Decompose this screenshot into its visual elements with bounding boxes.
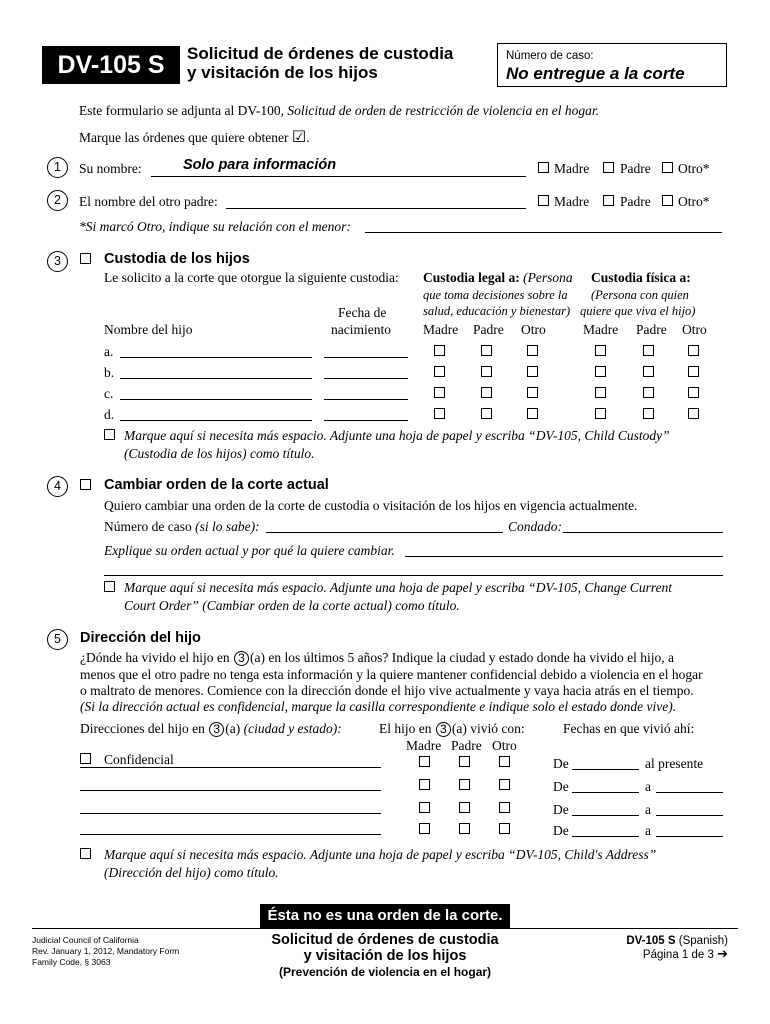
child-name-field[interactable] xyxy=(120,378,312,379)
address-field[interactable] xyxy=(80,834,381,835)
legal-otro-checkbox[interactable] xyxy=(527,366,538,377)
next-page-arrow-icon[interactable]: ➔ xyxy=(717,947,728,962)
row-letter: d. xyxy=(104,407,115,422)
custody-request-text: Le solicito a la corte que otorgue la siguiente custodia: xyxy=(104,270,399,285)
lived-madre-checkbox[interactable] xyxy=(419,802,430,813)
to-label: a xyxy=(645,823,651,838)
s1-otro-label: Otro* xyxy=(678,161,710,176)
checked-box-icon: ☑ xyxy=(291,127,307,146)
your-name-value: Solo para información xyxy=(183,157,337,173)
legal-padre-checkbox[interactable] xyxy=(481,387,492,398)
physical-padre-checkbox[interactable] xyxy=(643,345,654,356)
physical-custody-desc-1: (Persona con quien xyxy=(591,288,689,302)
lived-padre-checkbox[interactable] xyxy=(459,802,470,813)
s5-more-space-text: Marque aquí si necesita más espacio. Adjunte una hoja de papel y escriba “DV-105, Child's Address” (Dirección del hijo) como título. xyxy=(104,847,657,880)
physical-madre-checkbox[interactable] xyxy=(595,345,606,356)
section-ref-3: 3 xyxy=(234,651,249,666)
legal-padre-checkbox[interactable] xyxy=(481,408,492,419)
s1-madre-label: Madre xyxy=(554,161,590,176)
to-label: a xyxy=(645,802,651,817)
s4-case-field[interactable] xyxy=(266,532,503,533)
from-label: De xyxy=(553,823,569,838)
legal-custody-desc-2: salud, educación y bienestar) xyxy=(423,304,571,318)
birthdate-header-2: nacimiento xyxy=(331,322,391,337)
lived-with-header: El hijo en 3 (a) vivió con: xyxy=(379,721,525,736)
physical-madre-checkbox[interactable] xyxy=(595,366,606,377)
row-letter: a. xyxy=(104,344,114,359)
case-number-box[interactable] xyxy=(497,43,727,87)
legal-otro-checkbox[interactable] xyxy=(527,345,538,356)
legal-otro-header: Otro xyxy=(521,322,546,337)
physical-otro-header: Otro xyxy=(682,322,707,337)
s1-padre-checkbox[interactable] xyxy=(603,162,614,173)
to-label: a xyxy=(645,779,651,794)
child-name-field[interactable] xyxy=(120,420,312,421)
from-date-field[interactable] xyxy=(572,836,639,837)
s4-case-label: Número de caso (si lo sabe): xyxy=(104,519,260,534)
from-label: De xyxy=(553,756,569,771)
other-parent-field[interactable] xyxy=(226,208,526,209)
section-number-5: 5 xyxy=(47,629,68,650)
section-number-3: 3 xyxy=(47,251,68,272)
address-para-1: ¿Dónde ha vivido el hijo en 3 (a) en los últimos 5 años? Indique la ciudad y estado donde ha vivido el hijo, a xyxy=(80,650,674,665)
legal-padre-header: Padre xyxy=(473,322,504,337)
address-field[interactable] xyxy=(80,813,381,814)
physical-custody-desc-2: quiere que viva el hijo) xyxy=(580,304,696,318)
s1-otro-checkbox[interactable] xyxy=(662,162,673,173)
footer-divider xyxy=(32,928,738,929)
case-number-label: Número de caso: xyxy=(506,50,594,62)
legal-madre-checkbox[interactable] xyxy=(434,387,445,398)
footer-page-info: DV-105 S (Spanish) Página 1 de 3 ➔ xyxy=(626,935,728,962)
birthdate-field[interactable] xyxy=(324,420,408,421)
from-date-field[interactable] xyxy=(572,769,639,770)
form-title: Solicitud de órdenes de custodia y visitación de los hijos xyxy=(187,44,454,82)
s5-otro-header: Otro xyxy=(492,738,517,753)
lived-otro-checkbox[interactable] xyxy=(499,779,510,790)
physical-padre-checkbox[interactable] xyxy=(643,387,654,398)
physical-otro-checkbox[interactable] xyxy=(688,366,699,377)
footer-source: Judicial Council of California Rev. January 1, 2012, Mandatory Form Family Code, § 3063 xyxy=(32,935,180,967)
s2-madre-checkbox[interactable] xyxy=(538,195,549,206)
s5-madre-header: Madre xyxy=(406,738,442,753)
relationship-note: *Si marcó Otro, indique su relación con el menor: xyxy=(79,219,351,234)
confidential-checkbox[interactable] xyxy=(80,753,91,764)
s5-more-space-checkbox[interactable] xyxy=(80,848,91,859)
birthdate-field[interactable] xyxy=(324,357,408,358)
your-name-label: Su nombre: xyxy=(79,161,142,176)
explain-label: Explique su orden actual y por qué la quiere cambiar. xyxy=(104,543,395,558)
change-order-text: Quiero cambiar una orden de la corte de custodia o visitación de los hijos en vigencia actualmente. xyxy=(104,498,638,513)
legal-madre-header: Madre xyxy=(423,322,459,337)
form-code-badge: DV-105 S xyxy=(42,46,180,84)
legal-madre-checkbox[interactable] xyxy=(434,408,445,419)
birthdate-header-1: Fecha de xyxy=(338,305,387,320)
s4-checkbox[interactable] xyxy=(80,479,91,490)
change-order-section-title: Cambiar orden de la corte actual xyxy=(104,477,329,493)
to-date-field[interactable] xyxy=(656,792,723,793)
other-parent-label: El nombre del otro padre: xyxy=(79,194,218,209)
from-date-field[interactable] xyxy=(572,792,639,793)
legal-custody-heading: Custodia legal a: (Persona xyxy=(423,270,573,285)
addresses-header: Direcciones del hijo en 3 (a) (ciudad y estado): xyxy=(80,721,342,736)
legal-madre-checkbox[interactable] xyxy=(434,345,445,356)
s2-otro-checkbox[interactable] xyxy=(662,195,673,206)
address-field[interactable] xyxy=(80,790,381,791)
s3-more-space-text: Marque aquí si necesita más espacio. Adjunte una hoja de papel y escriba “DV-105, Child Custody” (Custodia de los hijos) como título. xyxy=(124,428,670,461)
s2-madre-label: Madre xyxy=(554,194,590,209)
s1-madre-checkbox[interactable] xyxy=(538,162,549,173)
lived-padre-checkbox[interactable] xyxy=(459,779,470,790)
s1-padre-label: Padre xyxy=(620,161,651,176)
legal-otro-checkbox[interactable] xyxy=(527,408,538,419)
explain-field-1[interactable] xyxy=(405,556,723,557)
s4-more-space-text: Marque aquí si necesita más espacio. Adjunte una hoja de papel y escriba “DV-105, Change Current Court Order” (Cambiar orden de la corte actual) como título. xyxy=(124,580,673,613)
s4-more-space-checkbox[interactable] xyxy=(104,581,115,592)
explain-field-2[interactable] xyxy=(104,575,723,576)
section-number-2: 2 xyxy=(47,190,68,211)
legal-padre-checkbox[interactable] xyxy=(481,366,492,377)
to-date-field[interactable] xyxy=(656,815,723,816)
intro-instruction: Marque las órdenes que quiere obtener ☑. xyxy=(79,127,310,146)
s5-padre-header: Padre xyxy=(451,738,482,753)
s3-more-space-checkbox[interactable] xyxy=(104,429,115,440)
physical-otro-checkbox[interactable] xyxy=(688,387,699,398)
physical-padre-checkbox[interactable] xyxy=(643,408,654,419)
address-para-4: (Si la dirección actual es confidencial, marque la casilla correspondiente e indique solo el estado donde vive). xyxy=(80,699,677,714)
from-label: De xyxy=(553,779,569,794)
birthdate-field[interactable] xyxy=(324,378,408,379)
physical-otro-checkbox[interactable] xyxy=(688,408,699,419)
child-name-field[interactable] xyxy=(120,357,312,358)
physical-madre-checkbox[interactable] xyxy=(595,387,606,398)
s2-otro-label: Otro* xyxy=(678,194,710,209)
lived-madre-checkbox[interactable] xyxy=(419,779,430,790)
section-number-4: 4 xyxy=(47,476,68,497)
lived-otro-checkbox[interactable] xyxy=(499,802,510,813)
row-letter: b. xyxy=(104,365,115,380)
address-para-3: o maltrato de menores. Comience con la dirección donde el hijo vive actualmente y vaya hacia atrás en el tiempo. xyxy=(80,683,694,698)
s2-padre-checkbox[interactable] xyxy=(603,195,614,206)
section-ref-3: 3 xyxy=(436,722,451,737)
lived-otro-checkbox[interactable] xyxy=(499,823,510,834)
physical-padre-header: Padre xyxy=(636,322,667,337)
physical-custody-heading: Custodia física a: xyxy=(591,270,691,285)
case-number-value: No entregue a la corte xyxy=(506,64,685,83)
physical-otro-checkbox[interactable] xyxy=(688,345,699,356)
from-label: De xyxy=(553,802,569,817)
child-name-field[interactable] xyxy=(120,399,312,400)
address-field[interactable] xyxy=(80,767,381,768)
intro-line: Este formulario se adjunta al DV-100, Solicitud de orden de restricción de violencia en el hogar. xyxy=(79,103,600,118)
legal-otro-checkbox[interactable] xyxy=(527,387,538,398)
to-present-label: al presente xyxy=(645,756,704,771)
lived-otro-checkbox[interactable] xyxy=(499,756,510,767)
county-field[interactable] xyxy=(563,532,723,533)
custody-section-title: Custodia de los hijos xyxy=(104,251,250,267)
s3-checkbox[interactable] xyxy=(80,253,91,264)
relationship-field[interactable] xyxy=(365,232,722,233)
physical-madre-checkbox[interactable] xyxy=(595,408,606,419)
physical-padre-checkbox[interactable] xyxy=(643,366,654,377)
birthdate-field[interactable] xyxy=(324,399,408,400)
child-name-header: Nombre del hijo xyxy=(104,322,193,337)
address-section-title: Dirección del hijo xyxy=(80,630,201,646)
lived-padre-checkbox[interactable] xyxy=(459,823,470,834)
from-date-field[interactable] xyxy=(572,815,639,816)
dates-header: Fechas en que vivió ahí: xyxy=(563,721,695,736)
lived-padre-checkbox[interactable] xyxy=(459,756,470,767)
your-name-field[interactable] xyxy=(151,176,526,177)
lived-madre-checkbox[interactable] xyxy=(419,823,430,834)
footer-title: Solicitud de órdenes de custodia y visitación de los hijos (Prevención de violencia en el hogar) xyxy=(271,932,499,979)
to-date-field[interactable] xyxy=(656,836,723,837)
physical-madre-header: Madre xyxy=(583,322,619,337)
lived-madre-checkbox[interactable] xyxy=(419,756,430,767)
section-number-1: 1 xyxy=(47,157,68,178)
county-label: Condado: xyxy=(508,519,562,534)
legal-madre-checkbox[interactable] xyxy=(434,366,445,377)
address-para-2: menos que el otro padre no tenga esta información y la quiere mantener confidencial debido a violencia en el hogar xyxy=(80,667,703,682)
section-ref-3: 3 xyxy=(209,722,224,737)
confidential-label: Confidencial xyxy=(104,752,174,767)
row-letter: c. xyxy=(104,386,114,401)
legal-padre-checkbox[interactable] xyxy=(481,345,492,356)
not-court-order-banner: Ésta no es una orden de la corte. xyxy=(260,904,510,928)
s2-padre-label: Padre xyxy=(620,194,651,209)
legal-custody-desc-1: que toma decisiones sobre la xyxy=(423,288,568,302)
